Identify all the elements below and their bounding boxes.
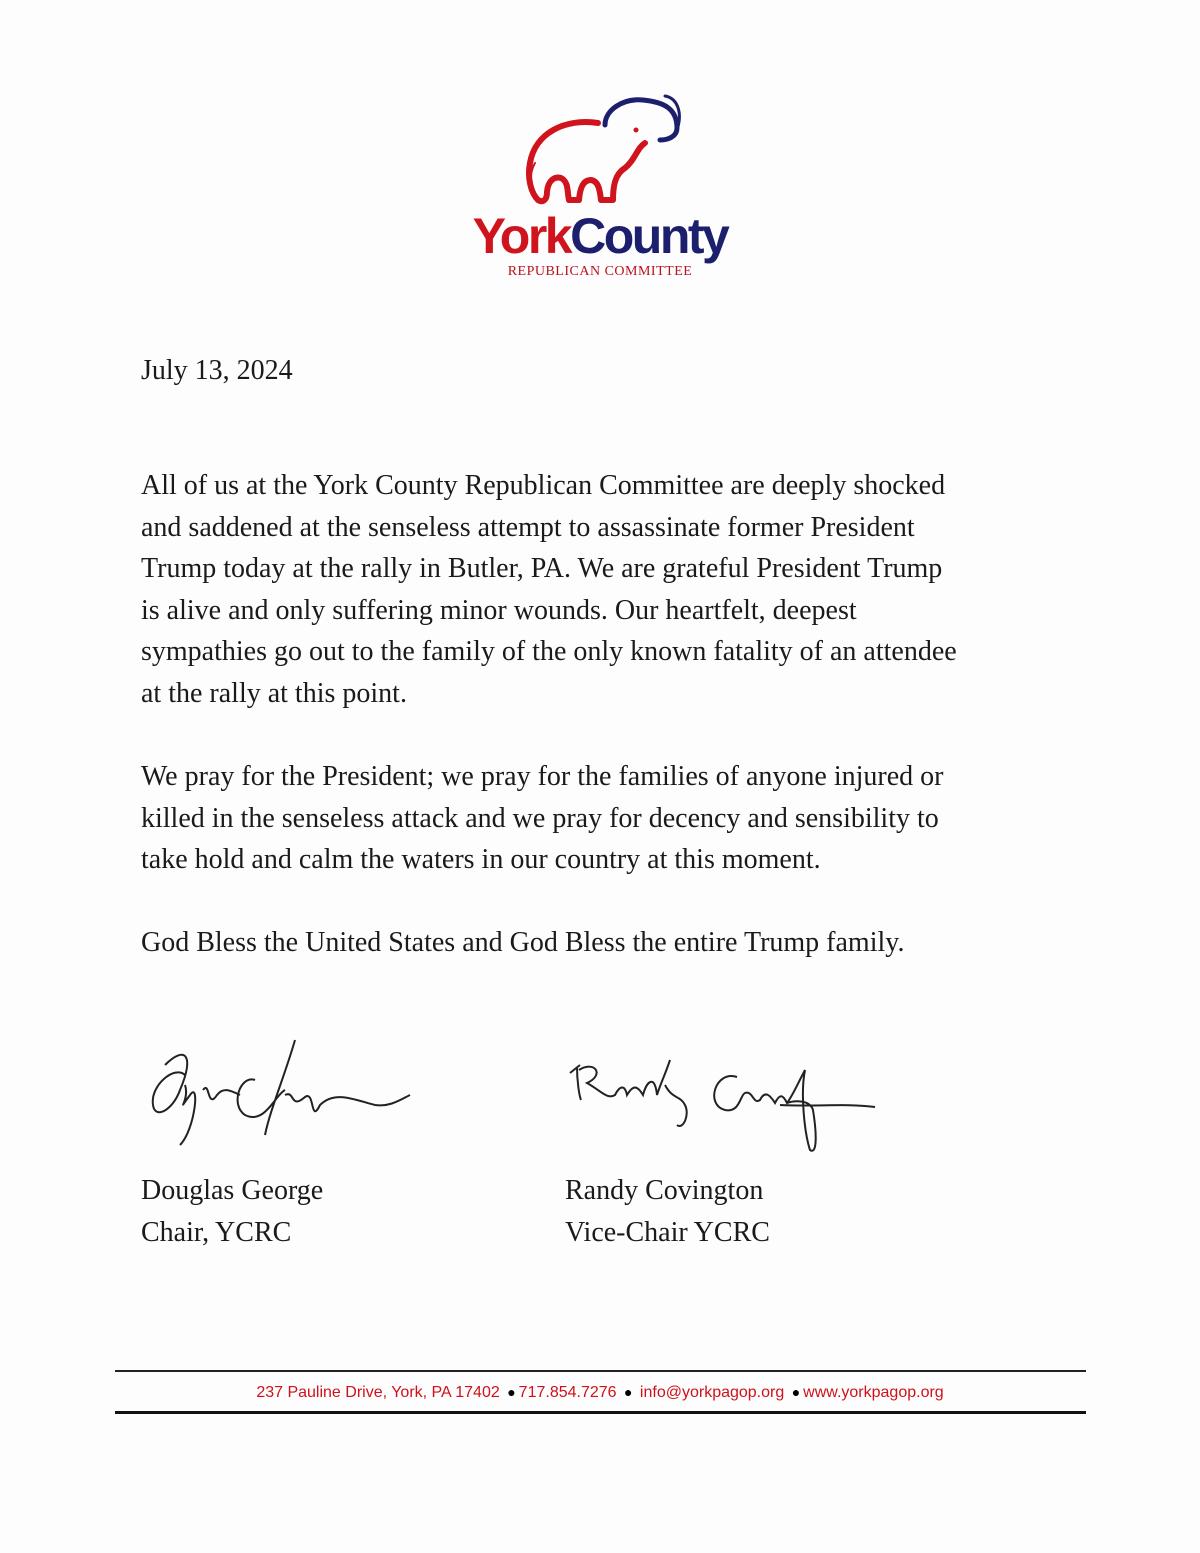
paragraph-1 <box>141 465 957 714</box>
bullet-icon: ● <box>791 1384 801 1400</box>
text-line: sympathies go out to the family of the only known fatality of an attendee <box>141 636 957 667</box>
footer-contact-line <box>0 1380 1200 1405</box>
text-line: All of us at the York County Republican Committee are deeply shocked <box>141 470 946 501</box>
elephant-icon <box>455 88 745 210</box>
signer-block-vice-chair <box>565 1170 770 1253</box>
footer-email-link[interactable]: info@yorkpagop.org <box>639 1384 785 1401</box>
bullet-icon: ● <box>624 1384 633 1400</box>
logo-subtitle: REPUBLICAN COMMITTEE <box>507 264 693 279</box>
signer-title: Vice-Chair YCRC <box>565 1216 770 1248</box>
logo-text-county: County <box>570 208 728 264</box>
york-county-republican-committee-logo <box>445 88 755 280</box>
signer-block-chair <box>141 1170 323 1253</box>
signer-name: Randy Covington <box>565 1175 764 1206</box>
text-line: God Bless the United States and God Bless the entire Trump family. <box>141 927 905 958</box>
signer-title: Chair, YCRC <box>141 1216 292 1248</box>
text-line: Trump today at the rally in Butler, PA. We are grateful President Trump <box>141 553 943 584</box>
footer-top-divider <box>115 1370 1086 1372</box>
paragraph-2 <box>141 756 943 881</box>
footer-address: 237 Pauline Drive, York, PA 17402 <box>256 1384 500 1401</box>
text-line: is alive and only suffering minor wounds. Our heartfelt, deepest <box>141 594 857 626</box>
text-line: We pray for the President; we pray for the families of anyone injured or <box>141 761 944 792</box>
footer-bottom-divider <box>115 1411 1086 1414</box>
signature-douglas-george <box>145 1035 415 1150</box>
footer-phone: 717.854.7276 <box>518 1384 617 1401</box>
footer-website-link[interactable]: www.yorkpagop.org <box>803 1384 944 1401</box>
paragraph-3 <box>141 922 904 964</box>
logo-wordmark <box>445 210 755 262</box>
text-line: and saddened at the senseless attempt to assassinate former President <box>141 511 915 543</box>
text-line: at the rally at this point. <box>141 677 407 709</box>
text-line: take hold and calm the waters in our country at this moment. <box>141 844 821 875</box>
letter-date: July 13, 2024 <box>141 355 293 386</box>
logo-text-york: York <box>472 208 571 264</box>
signature-randy-covington <box>565 1055 880 1160</box>
signer-name: Douglas George <box>141 1175 324 1206</box>
text-line: killed in the senseless attack and we pray for decency and sensibility to <box>141 802 939 834</box>
bullet-icon: ● <box>507 1384 516 1400</box>
